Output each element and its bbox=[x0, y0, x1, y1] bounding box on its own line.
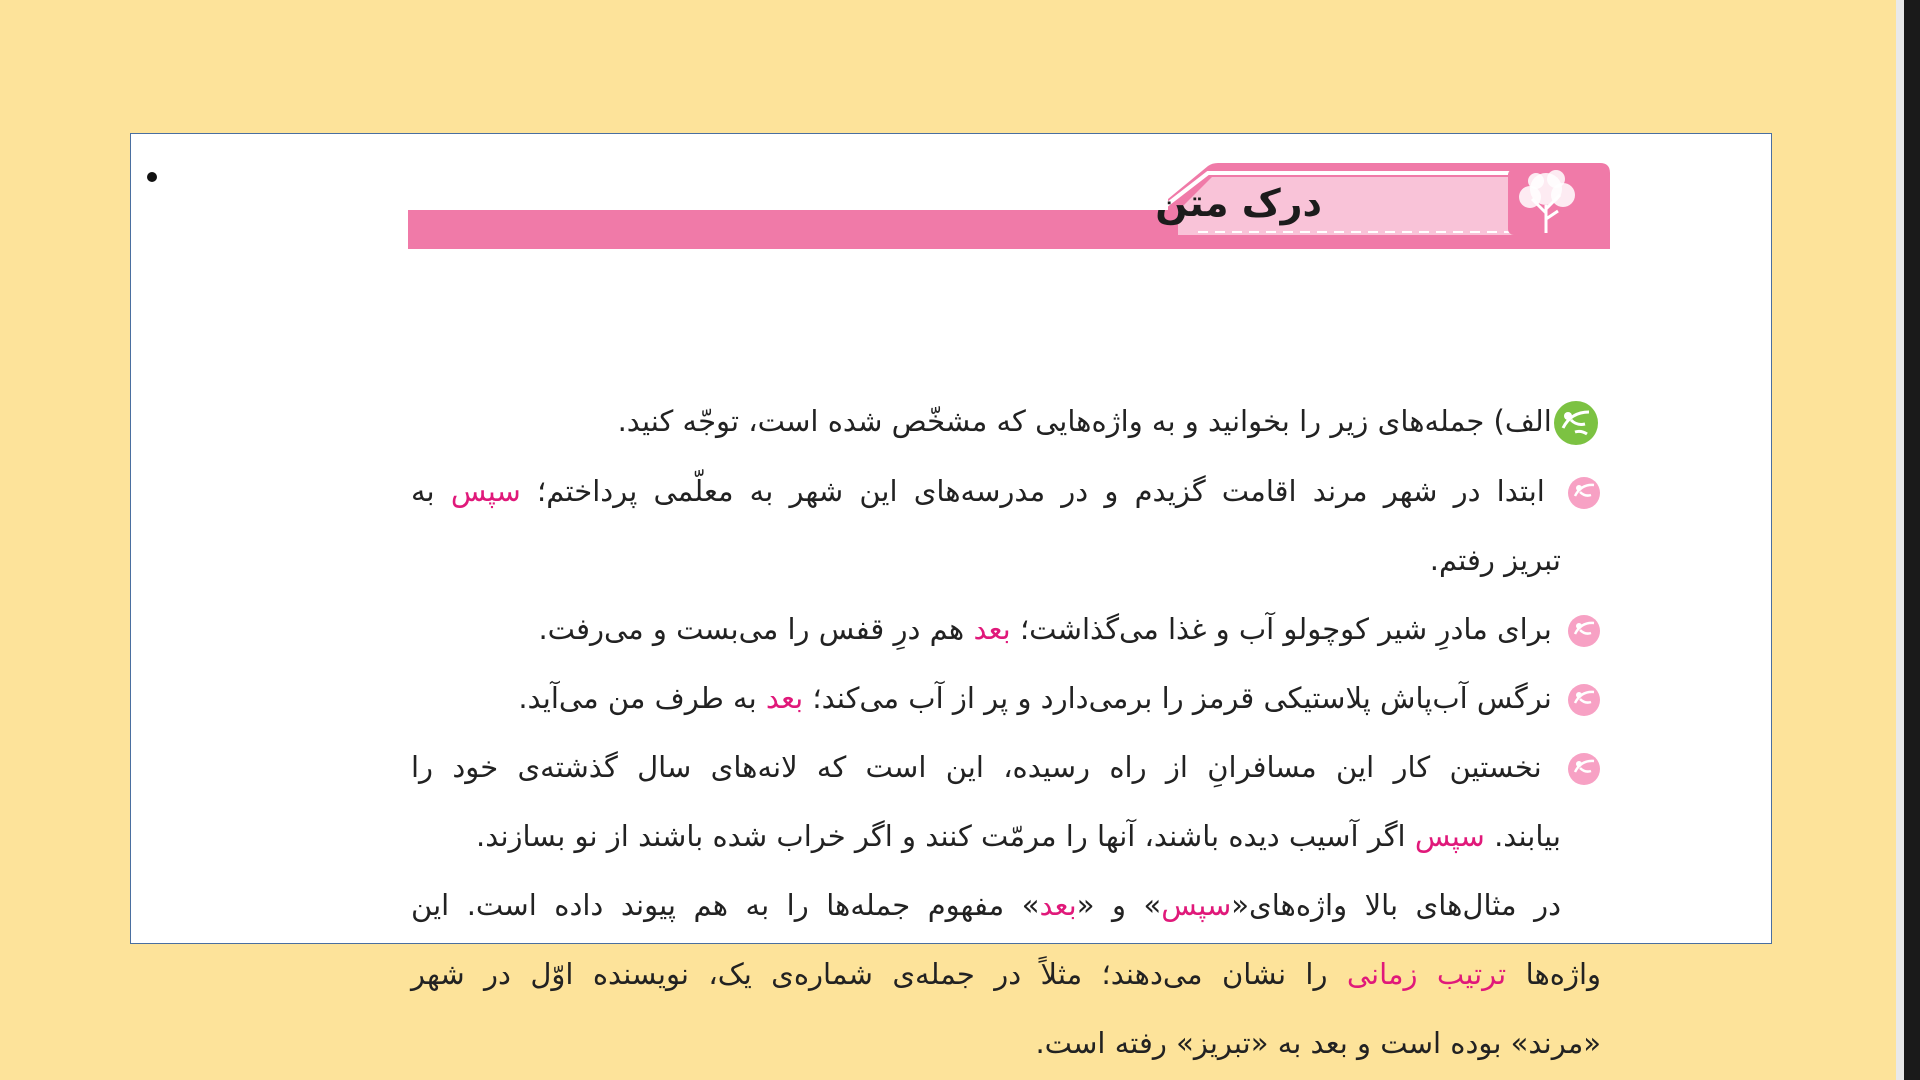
flower-icon bbox=[1567, 476, 1601, 510]
flower-icon bbox=[1567, 683, 1601, 717]
instruction-label: الف) bbox=[1493, 404, 1552, 438]
explanation-text: در مثال‌های بالا واژه‌های« bbox=[1231, 888, 1561, 922]
explanation-text: » و « bbox=[1076, 888, 1162, 922]
tree-icon bbox=[1508, 169, 1586, 235]
section-title: درک متن bbox=[1155, 181, 1322, 225]
example-4-continuation bbox=[476, 816, 1561, 856]
flower-icon bbox=[1567, 406, 1601, 440]
explanation-text: را نشان می‌دهند؛ مثلاً در جمله‌ی شماره‌ی یک، نویسنده اوّل در شهر bbox=[411, 957, 1328, 991]
keyword: سپس bbox=[1414, 819, 1485, 853]
window-edge-dark bbox=[1904, 0, 1920, 1080]
example-1 bbox=[411, 471, 1601, 511]
example-text: ابتدا در شهر مرند اقامت گزیدم و در مدرسه‌های این شهر به معلّمی پرداختم؛ bbox=[537, 474, 1545, 508]
example-text: به طرف من می‌آید. bbox=[518, 681, 757, 715]
example-1-continuation: تبریز رفتم. bbox=[1429, 543, 1561, 577]
keyword: سپس bbox=[1161, 888, 1232, 922]
keyword: بعد bbox=[973, 612, 1011, 646]
keyword: ترتیب زمانی bbox=[1346, 957, 1507, 991]
keyword: بعد bbox=[1039, 888, 1077, 922]
example-text: اگر آسیب دیده باشند، آنها را مرمّت کنند و اگر خراب شده باشند از نو بسازند. bbox=[476, 819, 1406, 853]
explanation-line-2 bbox=[411, 954, 1601, 994]
example-text: برای مادرِ شیر کوچولو آب و غذا می‌گذاشت؛ bbox=[1019, 612, 1552, 646]
window-edge bbox=[1896, 0, 1904, 1080]
keyword: سپس bbox=[450, 474, 521, 508]
example-text: نرگس آب‌پاش پلاستیکی قرمز را برمی‌دارد و پر از آب می‌کند؛ bbox=[812, 681, 1552, 715]
example-4 bbox=[411, 747, 1601, 787]
flower-icon bbox=[1567, 752, 1601, 786]
explanation-line-3: «مرند» بوده است و بعد به «تبریز» رفته است. bbox=[1035, 1026, 1601, 1060]
explanation-text: » مفهوم جمله‌ها را به هم پیوند داده است. این bbox=[411, 888, 1040, 922]
section-header bbox=[408, 149, 1610, 249]
instruction-text: جمله‌های زیر را بخوانید و به واژه‌هایی که مشخّص شده است، توجّه کنید. bbox=[617, 404, 1485, 438]
bullet-dot bbox=[147, 172, 157, 182]
flower-icon bbox=[1567, 614, 1601, 648]
example-text: بیابند. bbox=[1494, 819, 1561, 853]
slide-card bbox=[130, 133, 1772, 1060]
example-3 bbox=[518, 678, 1601, 718]
example-text: نخستین کار این مسافرانِ از راه رسیده، این است که لانه‌های سال گذشته‌ی خود را bbox=[411, 750, 1542, 784]
explanation-text: واژه‌ها bbox=[1525, 957, 1602, 991]
example-text: هم درِ قفس را می‌بست و می‌رفت. bbox=[538, 612, 965, 646]
example-text: به bbox=[411, 474, 435, 508]
instruction-line bbox=[618, 401, 1601, 441]
keyword: بعد bbox=[765, 681, 804, 715]
explanation-line-1 bbox=[411, 885, 1561, 925]
example-2 bbox=[538, 609, 1601, 649]
